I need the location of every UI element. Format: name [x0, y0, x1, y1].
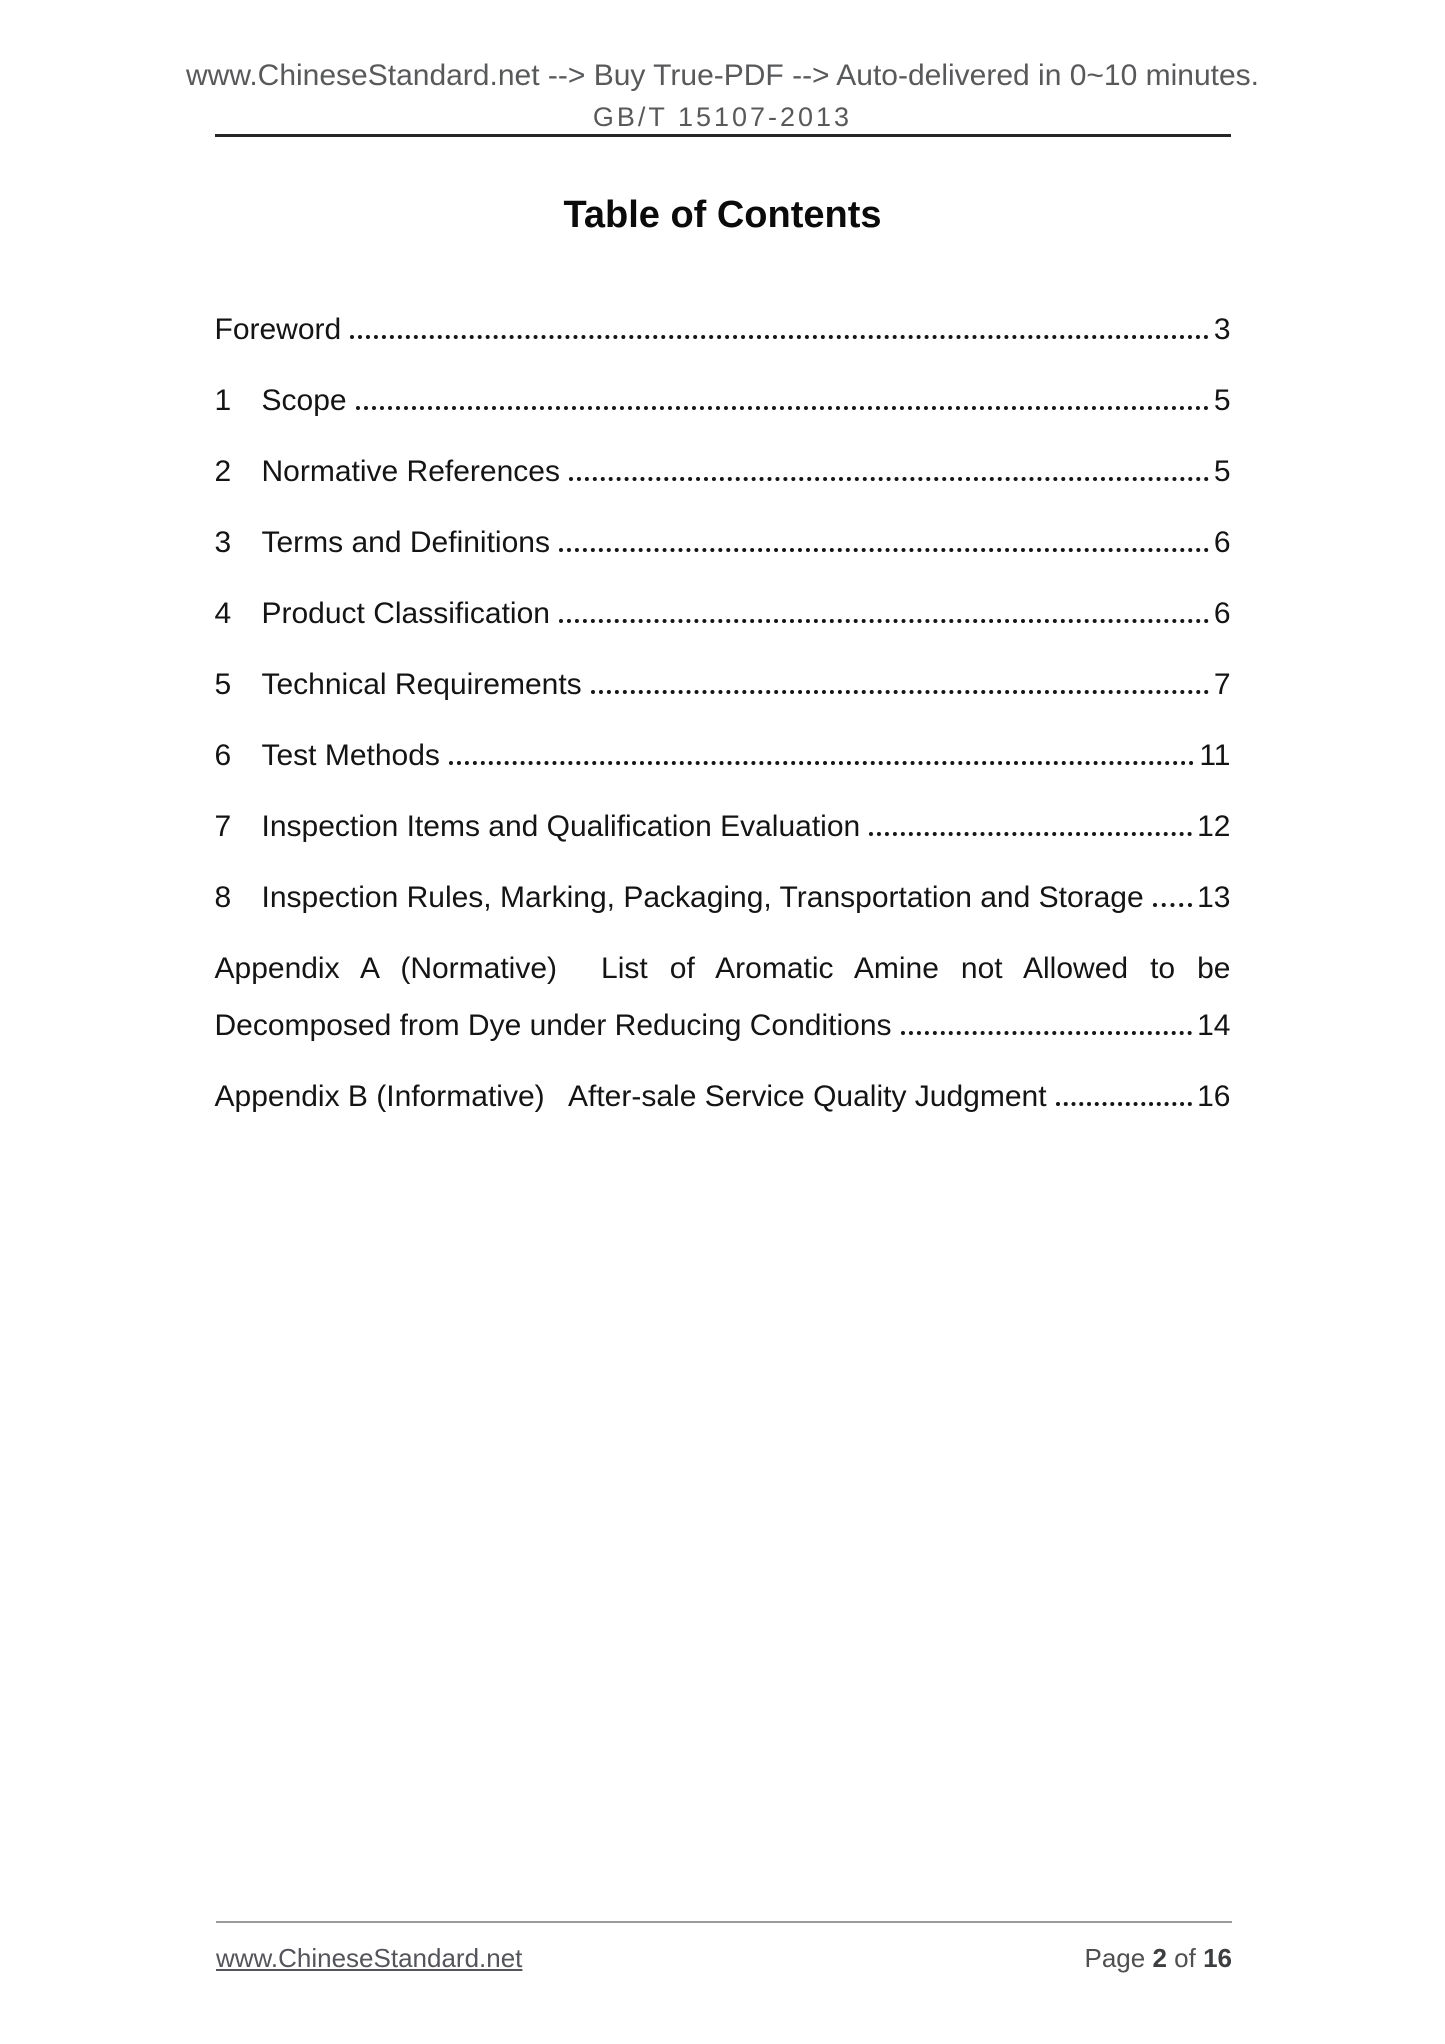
toc-entry-page: 12 [1197, 810, 1231, 843]
toc-entry-number: 8 [214, 881, 232, 914]
toc-entry-label: Inspection Items and Qualification Evaluation [261, 810, 861, 843]
toc-entry-number: 3 [214, 526, 232, 559]
toc-entry-label: Foreword [214, 313, 342, 346]
toc-entry-page: 6 [1213, 526, 1231, 559]
toc-entry-number: 7 [214, 810, 232, 843]
toc-entry-technical-requirements[interactable] [215, 668, 1231, 702]
toc-entry-label: Terms and Definitions [261, 526, 550, 559]
dot-leader [1056, 1102, 1193, 1106]
dot-leader [591, 690, 1209, 694]
toc-entry-product-classification[interactable] [215, 597, 1231, 631]
toc-entry-number: 2 [214, 455, 232, 488]
footer-current-page: 2 [1152, 1943, 1167, 1973]
toc-entry-appendix-a[interactable] [215, 952, 1231, 1043]
dot-leader [350, 335, 1209, 339]
dot-leader [449, 761, 1194, 765]
toc-entry-label: Appendix B (Informative) After-sale Service Quality Judgment [214, 1080, 1047, 1113]
toc-entry-page: 5 [1213, 455, 1231, 488]
toc-entry-label-line1: Appendix A (Normative) List of Aromatic Amine not Allowed to be [214, 952, 1231, 985]
toc-entry-inspection-rules[interactable] [215, 881, 1231, 915]
toc-entry-test-methods[interactable] [215, 739, 1231, 773]
footer-site-link[interactable]: www.ChineseStandard.net [216, 1943, 523, 1973]
toc-entry-page: 6 [1213, 597, 1231, 630]
toc-entry-page: 7 [1213, 668, 1231, 701]
toc-entry-page: 16 [1197, 1080, 1231, 1113]
dot-leader [569, 477, 1209, 481]
table-of-contents [215, 313, 1231, 1114]
toc-entry-label-line2: Decomposed from Dye under Reducing Conditions [214, 1009, 892, 1042]
toc-entry-number: 5 [214, 668, 232, 701]
dot-leader [559, 548, 1209, 552]
toc-entry-inspection-items[interactable] [215, 810, 1231, 844]
toc-entry-appendix-b[interactable] [215, 1080, 1231, 1114]
header-divider [215, 134, 1231, 137]
toc-entry-label: Product Classification [261, 597, 550, 630]
toc-entry-number: 1 [214, 384, 232, 417]
toc-entry-foreword[interactable] [215, 313, 1231, 347]
page-title: Table of Contents [563, 194, 882, 236]
dot-leader [869, 832, 1192, 836]
footer-of-word: of [1174, 1943, 1196, 1973]
toc-entry-label: Inspection Rules, Marking, Packaging, Transportation and Storage [261, 881, 1144, 914]
footer-page-indicator [1084, 1943, 1232, 1974]
toc-entry-label: Test Methods [261, 739, 440, 772]
toc-entry-label: Technical Requirements [261, 668, 582, 701]
header-ad-text: www.ChineseStandard.net --> Buy True-PDF --> Auto-delivered in 0~10 minutes. [185, 59, 1260, 92]
header-standard-code: GB/T 15107-2013 [592, 102, 853, 132]
toc-entry-page: 11 [1199, 739, 1231, 772]
toc-entry-page: 3 [1213, 313, 1231, 346]
toc-entry-number: 4 [214, 597, 232, 630]
dot-leader [1153, 903, 1192, 907]
dot-leader [901, 1031, 1193, 1035]
page-footer [216, 1921, 1232, 1974]
toc-entry-label: Normative References [261, 455, 560, 488]
page-header [0, 0, 1445, 137]
toc-entry-number: 6 [214, 739, 232, 772]
toc-entry-terms-definitions[interactable] [215, 526, 1231, 560]
toc-entry-page: 13 [1197, 881, 1231, 914]
toc-entry-scope[interactable] [215, 384, 1231, 418]
toc-entry-page: 5 [1213, 384, 1231, 417]
dot-leader [559, 619, 1209, 623]
footer-page-word: Page [1084, 1943, 1146, 1973]
toc-entry-normative-references[interactable] [215, 455, 1231, 489]
toc-entry-page: 14 [1197, 1009, 1231, 1042]
dot-leader [356, 406, 1209, 410]
footer-total-pages: 16 [1203, 1943, 1232, 1973]
toc-entry-label: Scope [261, 384, 347, 417]
